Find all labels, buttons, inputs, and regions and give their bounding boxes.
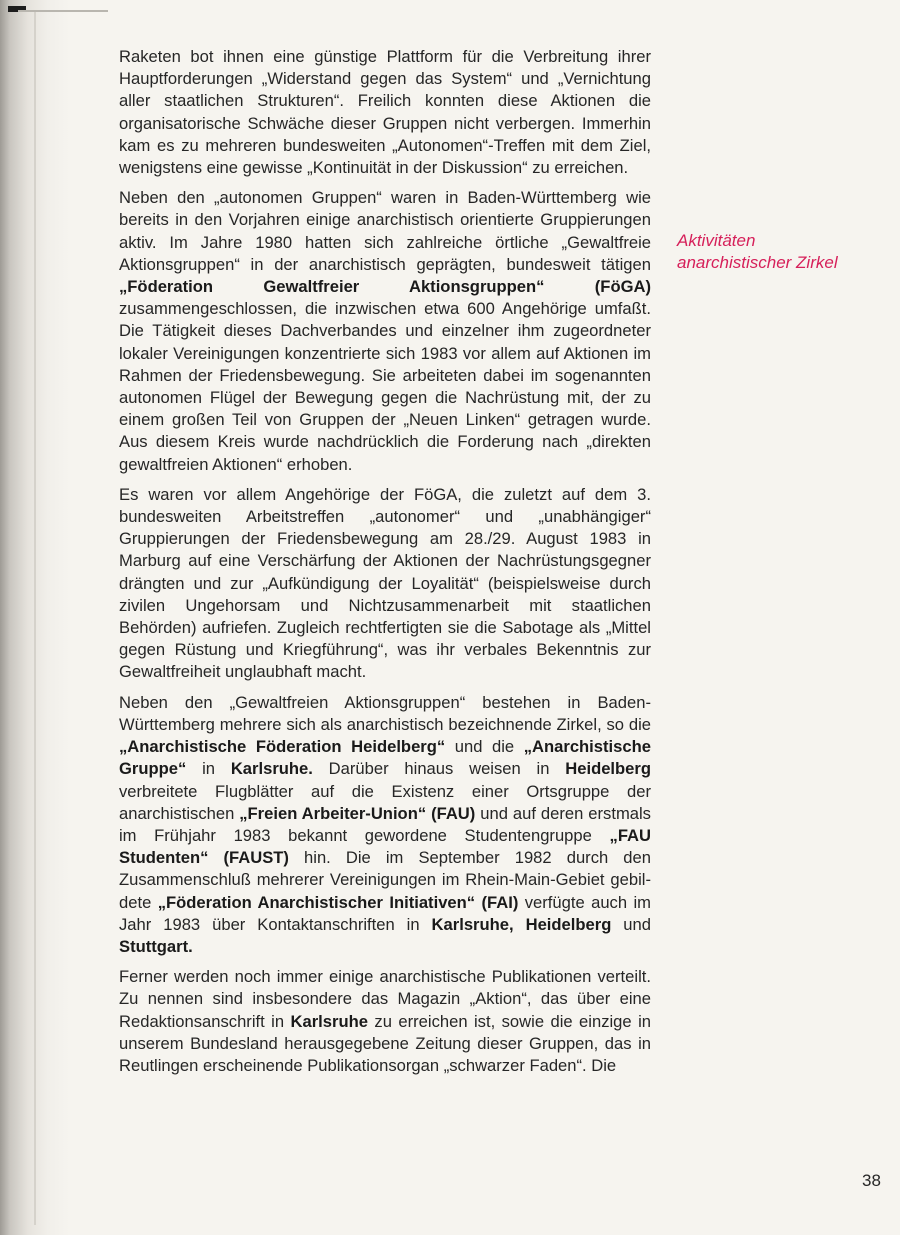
binding-fold-line bbox=[34, 10, 36, 1225]
top-rule bbox=[18, 10, 108, 12]
bold-karlsruhe: Karlsruhe. bbox=[230, 759, 313, 779]
bold-karlsruhe-heidelberg: Karlsruhe, Heidelberg bbox=[431, 914, 612, 934]
bold-karlsruhe-2: Karlsruhe bbox=[290, 1011, 368, 1031]
margin-note-line-2: anarchistischer Zirkel bbox=[677, 253, 838, 272]
margin-note-line-1: Aktivitäten bbox=[677, 231, 756, 250]
paragraph-2: Neben den „autonomen Gruppen“ waren in Baden-Württemberg wie bereits in den Vorjahren einige anarchistisch orientierte Gruppierungen aktiv. Im Jahre 1980 hatten sich zahlreiche örtliche „Gewaltfreie Aktionsgruppen“ in der anarchistisch geprägten, bundesweit tätigen „Föderation Gewaltfreier Aktionsgruppen“ (FöGA) zusammengeschlossen, die inzwischen etwa 600 Angehörige umfaßt. Die Tätigkeit dieses Dachverbandes und einzelner ihm zugeordneter lokaler Vereinigungen konzentrierte sich 1983 vor allem auf Aktionen im Rahmen der Friedensbewegung. Sie arbeiteten dabei im sogenannten autonomen Flügel der Bewegung gegen die Nachrüstung mit, der zu einem großen Teil von Gruppen der „Neuen Linken“ getragen wurde. Aus diesem Kreis wurde nachdrücklich die Forderung nach „direkten gewaltfreien Aktionen“ erhoben. bbox=[119, 188, 651, 474]
paragraph-1: Raketen bot ihnen eine günstige Plattform für die Verbreitung ihrer Hauptforderungen „Widerstand gegen das System“ und „Vernichtung aller staatlichen Strukturen“. Freilich konnten diese Aktionen die organisatorische Schwäche dieser Gruppen nicht verbergen. Immerhin kam es zu mehreren bundesweiten „Autonomen“-Treffen mit dem Ziel, wenigstens eine gewisse „Kontinuität in der Diskussion“ zu erreichen. bbox=[119, 47, 651, 178]
bold-faust: „FAU Studenten“ (FAUST) bbox=[119, 825, 651, 868]
margin-note bbox=[677, 230, 882, 274]
body-text-column bbox=[119, 46, 651, 1085]
paragraph-3: Es waren vor allem Angehörige der FöGA, die zuletzt auf dem 3. bundesweiten Arbeitstreffen „autonomer“ und „unabhängiger“ Gruppierungen der Friedensbewegung am 28./29. August 1983 in Marburg auf eine Verschärfung der Aktionen der Nachrüstungsgegner drängten und zur „Aufkündigung der Loyalität“ (beispielsweise durch zivilen Ungehorsam und Nichtzusammenarbeit mit staatlichen Behörden) aufriefen. Zugleich rechtfertigten sie die Sabotage als „Mittel gegen Rüstung und Kriegführung“, was ihr verbales Bekenntnis zur Gewaltfreiheit unglaubhaft macht. bbox=[119, 484, 651, 682]
paragraph-5: Ferner werden noch immer einige anarchistische Publikationen verteilt. Zu nennen sind insbesondere das Magazin „Aktion“, das über eine Redaktionsanschrift in Karlsruhe zu erreichen ist, sowie die einzige in unserem Bundesland herausgegebene Zeitung dieser Gruppen, das in Reutlingen erscheinende Publikationsorgan „schwarzer Faden“. Die bbox=[119, 967, 651, 1075]
bold-fai: „Föderation Anarchistischer Initiativen“ (FAI) bbox=[157, 892, 519, 912]
bold-ag: „Anarchistische Gruppe“ bbox=[119, 737, 651, 779]
paragraph-4: Neben den „Gewaltfreien Aktionsgruppen“ bestehen in Baden-Württemberg mehrere sich als anarchistisch bezeichnende Zirkel, so die „Anarchistische Föderation Heidelberg“ und die „Anarchistische Gruppe“ in Karlsruhe. Darüber hinaus weisen in Heidelberg verbreitete Flugblätter auf die Existenz einer Ortsgruppe der anarchistischen „Freien Arbeiter-Union“ (FAU) und auf deren erstmals im Frühjahr 1983 bekannt gewordene Studentengruppe „FAU Studenten“ (FAUST) hin. Die im September 1982 durch den Zusammenschluß mehrerer Vereinigungen im Rhein-Main-Gebiet gebildete „Föderation Anarchistischer Initiativen“ (FAI) verfügte auch im Jahr 1983 über Kontaktanschriften in Karlsruhe, Heidelberg und Stuttgart. bbox=[119, 692, 652, 956]
bold-heidelberg: Heidelberg bbox=[565, 759, 652, 779]
bold-afh: „Anarchistische Föderation Heidelberg“ bbox=[119, 737, 446, 757]
bold-fau: „Freien Arbeiter-Union“ (FAU) bbox=[239, 803, 476, 823]
bold-foega: „Föderation Gewaltfreier Aktionsgruppen“ (FöGA) bbox=[119, 277, 651, 297]
page-number: 38 bbox=[862, 1171, 881, 1190]
bold-stuttgart: Stuttgart. bbox=[119, 936, 193, 956]
